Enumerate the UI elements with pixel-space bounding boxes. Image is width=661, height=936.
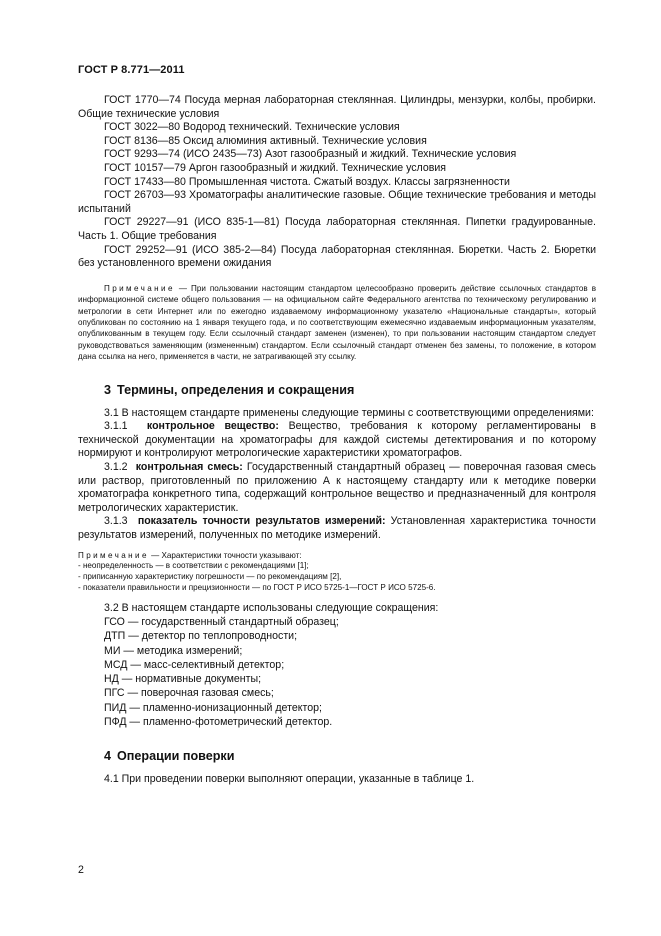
- note-text: — Характеристики точности указывают:: [151, 550, 302, 560]
- abbreviation-item: МИ — методика измерений;: [104, 644, 243, 657]
- paragraph-3-2: 3.2 В настоящем стандарте использованы следующие сокращения:: [104, 601, 439, 614]
- reference-item: ГОСТ 1770—74 Посуда мерная лабораторная стеклянная. Цилиндры, мензурки, колбы, пробирки. Общие технические условия: [78, 94, 596, 120]
- section-number: 3: [104, 382, 112, 397]
- section-title: Термины, определения и сокращения: [117, 382, 355, 397]
- abbreviations-list: [78, 615, 596, 729]
- note-label: Примечание: [78, 550, 149, 560]
- normative-references-list: [78, 94, 596, 271]
- term-definition-3-1-2: [78, 461, 596, 515]
- term-number: 3.1.3: [104, 515, 128, 528]
- term-number: 3.1.2: [104, 460, 128, 473]
- term-name: контрольная смесь:: [135, 460, 243, 473]
- paragraph-4-1: 4.1 При проведении поверки выполняют операции, указанные в таблице 1.: [104, 772, 475, 785]
- note-list-item: - неопределенность — в соответствии с рекомендациями [1];: [78, 561, 309, 571]
- reference-item: ГОСТ 8136—85 Оксид алюминия активный. Технические условия: [104, 134, 427, 147]
- abbreviation-item: ГСО — государственный стандартный образец;: [104, 616, 339, 629]
- page-number: 2: [78, 864, 84, 876]
- term-definition: Установленная характеристика точности результатов измерений, полученных по методике измерений.: [78, 515, 596, 541]
- abbreviation-item: ПФД — пламенно-фотометрический детектор.: [104, 715, 333, 728]
- reference-item: ГОСТ 29252—91 (ИСО 385-2—84) Посуда лабораторная стеклянная. Бюретки. Часть 2. Бюретки без установленного времени ожидания: [78, 243, 596, 270]
- abbreviation-item: НД — нормативные документы;: [104, 673, 262, 686]
- term-definition: Вещество, требования к которому регламентированы в технической документации на хроматографы для каждой системы детектирования и по которому нормируют и контролируют метрологические характеристики хроматографов.: [78, 420, 596, 460]
- abbreviation-item: ДТП — детектор по теплопроводности;: [104, 630, 298, 643]
- term-definition: Государственный стандартный образец — поверочная газовая смесь или раствор, приготовленный по приложению А к настоящему стандарту или к методике поверки хроматографа конкретного типа, содержащий контрольное вещество и предназначенный для контроля метрологических характеристик.: [78, 460, 597, 514]
- abbreviation-item: ПГС — поверочная газовая смесь;: [104, 687, 274, 700]
- abbreviation-item: ПИД — пламенно-ионизационный детектор;: [104, 701, 322, 714]
- reference-item: ГОСТ 29227—91 (ИСО 835-1—81) Посуда лабораторная стеклянная. Пипетки градуированные. Часть 1. Общие требования: [78, 216, 596, 242]
- section-4-heading: [78, 749, 596, 763]
- note-list-item: - показатели правильности и прецизионности — по ГОСТ Р ИСО 5725-1—ГОСТ Р ИСО 5725-6.: [78, 582, 436, 592]
- document-id-header: ГОСТ Р 8.771—2011: [78, 64, 185, 76]
- section-number: 4: [104, 748, 112, 763]
- term-name: показатель точности результатов измерений:: [137, 515, 386, 528]
- note-text: — При пользовании настоящим стандартом целесообразно проверить действие ссылочных стандартов в информационной системе общего пользования — на официальном сайте Федерального агентства по техническому регулированию и метрологии в сети Интернет или по ежегодно издаваемому информационному указателю «Национальные стандарты», который опубликован по состоянию на 1 января текущего года, и по соответствующим ежемесячно издаваемым информационным указателям, опубликованным в текущем году. Если ссылочный стандарт заменен (изменен), то при пользовании настоящим стандартом следует руководствоваться заменяющим (измененным) стандартом. Если ссылочный стандарт отменен без замены, то положение, в котором дана ссылка на него, применяется в части, не затрагивающей эту ссылку.: [78, 283, 597, 362]
- reference-item: ГОСТ 26703—93 Хроматографы аналитические газовые. Общие технические требования и методы испытаний: [78, 189, 596, 215]
- term-definition-3-1-1: [78, 420, 596, 461]
- reference-item: ГОСТ 10157—79 Аргон газообразный и жидкий. Технические условия: [104, 161, 447, 174]
- note-label: Примечание: [104, 283, 175, 293]
- note-references: [78, 283, 596, 363]
- term-number: 3.1.1: [104, 420, 128, 433]
- section-title: Операции поверки: [117, 748, 235, 763]
- section-3-heading: [78, 383, 596, 397]
- note-list-item: - приписанную характеристику погрешности — по рекомендациям [2],: [78, 572, 342, 582]
- reference-item: ГОСТ 9293—74 (ИСО 2435—73) Азот газообразный и жидкий. Технические условия: [104, 148, 517, 161]
- reference-item: ГОСТ 3022—80 Водород технический. Технические условия: [104, 121, 400, 134]
- abbreviation-item: МСД — масс-селективный детектор;: [104, 658, 285, 671]
- term-name: контрольное вещество:: [146, 420, 279, 433]
- note-accuracy: [78, 551, 596, 594]
- term-definition-3-1-3: [78, 515, 596, 542]
- paragraph-3-1: 3.1 В настоящем стандарте применены следующие термины с соответствующими определениями:: [104, 406, 594, 419]
- page-content: [78, 94, 596, 787]
- reference-item: ГОСТ 17433—80 Промышленная чистота. Сжатый воздух. Классы загрязненности: [104, 175, 510, 188]
